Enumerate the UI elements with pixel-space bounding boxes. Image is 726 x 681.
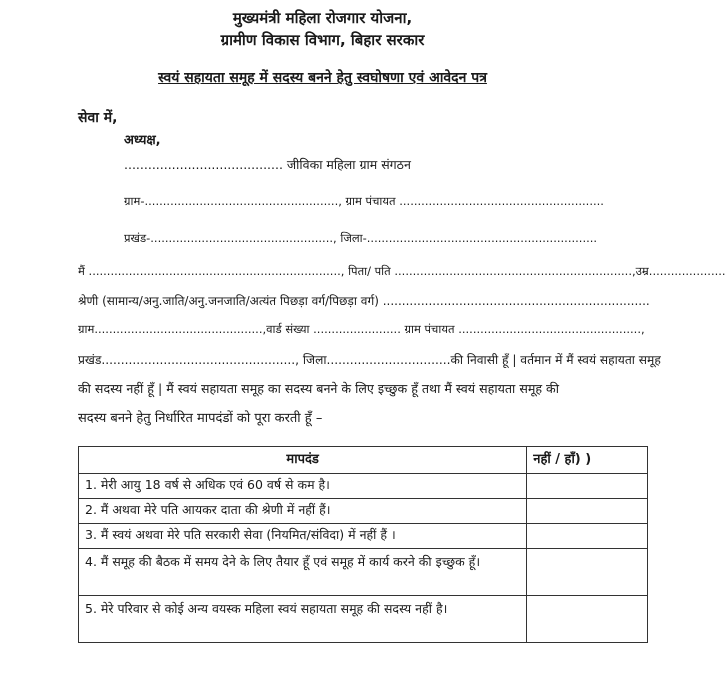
applicant-name-line: मैं ....................................................................., पिता/ पति .................................................................,उम्र..................... xyxy=(78,264,726,278)
criterion-text: 5. मेरे परिवार से कोई अन्य वयस्क महिला स्वयं सहायता समूह की सदस्य नहीं है। xyxy=(79,596,527,643)
applicant-block-line: प्रखंड.................................................., जिला................................की निवासी हूँ | वर्तमान में मैं स्वयं सहायता समूह xyxy=(78,353,661,367)
answer-cell[interactable] xyxy=(527,499,648,524)
addressee-village-line: ग्राम-....................................................., ग्राम पंचायत ........................................................ xyxy=(124,194,604,208)
answer-cell[interactable] xyxy=(527,524,648,549)
table-header-row xyxy=(79,447,648,474)
department-name: ग्रामीण विकास विभाग, बिहार सरकार xyxy=(220,31,425,49)
table-row xyxy=(79,499,648,524)
answer-cell[interactable] xyxy=(527,596,648,643)
form-title: स्वयं सहायता समूह में सदस्य बनने हेतु स्वघोषणा एवं आवेदन पत्र xyxy=(158,70,487,86)
criterion-text: 2. मैं अथवा मेरे पति आयकर दाता की श्रेणी में नहीं हैं। xyxy=(79,499,527,524)
salutation: सेवा में, xyxy=(78,110,118,126)
declaration-line: की सदस्य नहीं हूँ | मैं स्वयं सहायता समूह का सदस्य बनने के लिए इच्छुक हूँ तथा मैं स्वयं सहायता समूह की xyxy=(78,381,559,396)
criteria-table xyxy=(78,446,648,643)
applicant-category-line: श्रेणी (सामान्य/अनु.जाति/अनु.जनजाति/अत्यंत पिछड़ा वर्ग/पिछड़ा वर्ग) ...................................................................... xyxy=(78,294,650,308)
scheme-name: मुख्यमंत्री महिला रोजगार योजना, xyxy=(232,9,413,27)
table-row xyxy=(79,474,648,499)
criterion-text: 4. मैं समूह की बैठक में समय देने के लिए तैयार हूँ एवं समूह में कार्य करने की इच्छुक हूँ। xyxy=(79,549,527,596)
table-row xyxy=(79,524,648,549)
answer-cell[interactable] xyxy=(527,549,648,596)
criterion-text: 1. मेरी आयु 18 वर्ष से अधिक एवं 60 वर्ष से कम है। xyxy=(79,474,527,499)
criterion-text: 3. मैं स्वयं अथवा मेरे पति सरकारी सेवा (नियमित/संविदा) में नहीं हैं । xyxy=(79,524,527,549)
addressee-designation: अध्यक्ष, xyxy=(124,133,161,148)
criteria-column-header: मापदंड xyxy=(79,447,527,474)
table-row xyxy=(79,549,648,596)
table-row xyxy=(79,596,648,643)
answer-cell[interactable] xyxy=(527,474,648,499)
answer-column-header: नहीं / हाँ) ) xyxy=(527,447,648,474)
declaration-line-end: सदस्य बनने हेतु निर्धारित मापदंडों को पूरा करती हूँ – xyxy=(78,411,323,426)
village-organisation-line: ........................................ जीविका महिला ग्राम संगठन xyxy=(124,157,411,172)
addressee-block-line: प्रखंड-.................................................., जिला-............................................................... xyxy=(124,231,598,245)
applicant-village-line: ग्राम..............................................,वार्ड संख्या ........................ ग्राम पंचायत .................................................., xyxy=(78,322,645,336)
